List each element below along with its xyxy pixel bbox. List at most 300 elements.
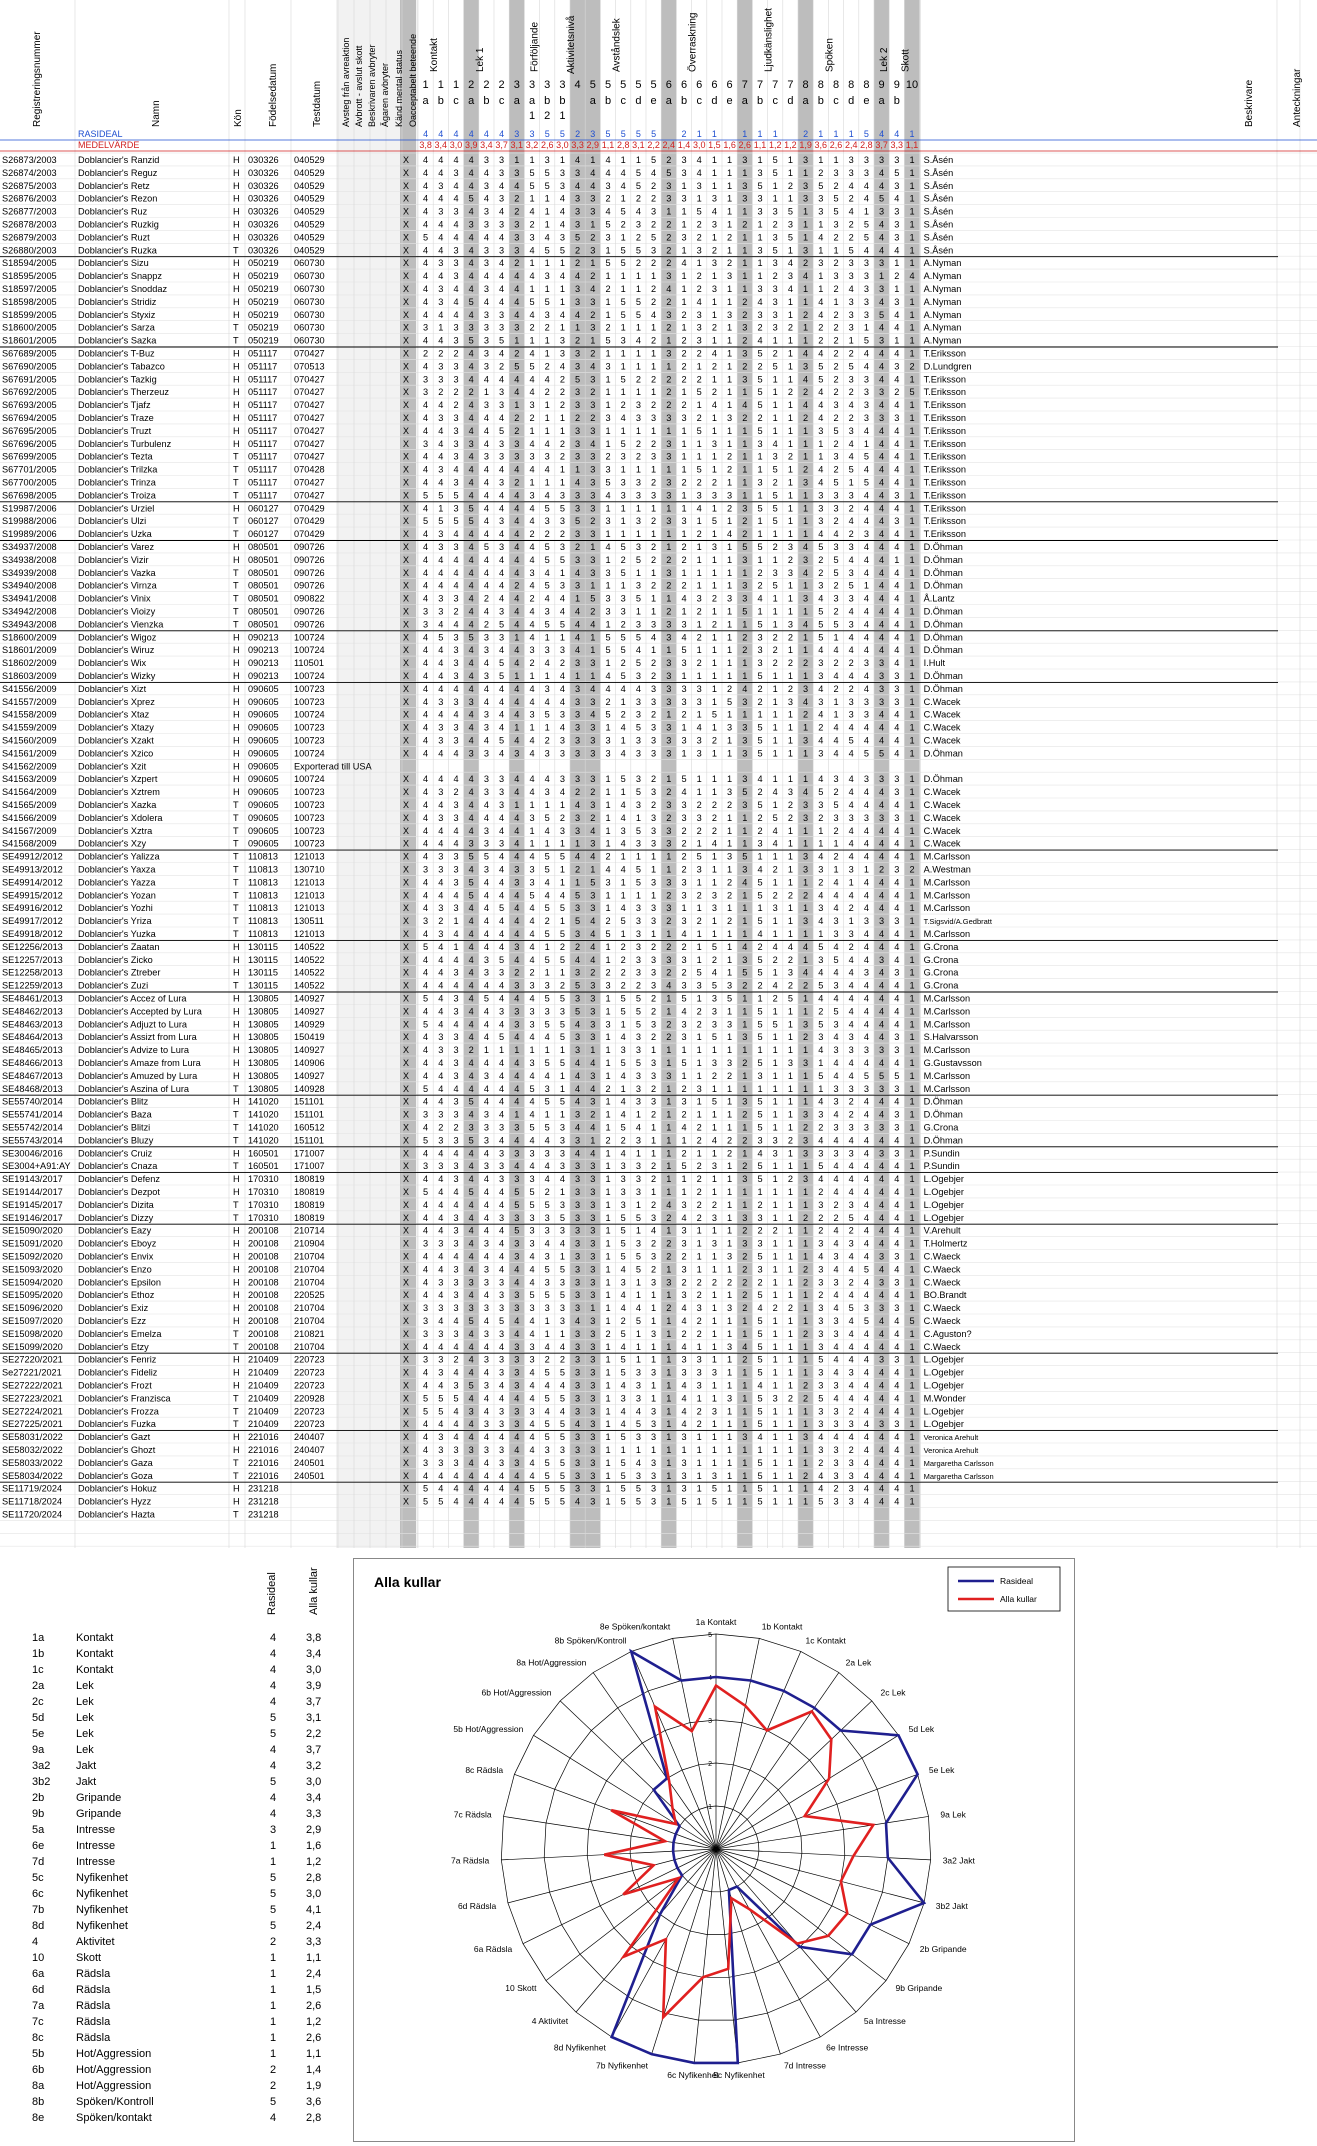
beskrivare-name: C.Wacek [924, 813, 961, 823]
sex: H [233, 1381, 240, 1391]
score-cell: 1 [636, 349, 641, 359]
score-cell: 4 [453, 1497, 458, 1507]
reg-number: SE19146/2017 [2, 1213, 63, 1223]
radar-axis-label: 2a Lek [846, 1658, 872, 1668]
score-cell: 1 [621, 736, 626, 746]
score-cell: 1 [727, 1110, 732, 1120]
birth-date: 090605 [248, 736, 279, 746]
summary-rasideal: 5 [270, 1712, 276, 1724]
score-cell: 3 [484, 181, 489, 191]
score-cell: 1 [712, 568, 717, 578]
birth-date: 050219 [248, 258, 279, 268]
score-cell: 4 [423, 361, 428, 371]
score-cell: 1 [909, 1303, 914, 1313]
score-cell: 4 [879, 220, 884, 230]
score-cell: 5 [818, 1019, 823, 1029]
score-cell: 5 [545, 1458, 550, 1468]
summary-code: 6e [32, 1840, 44, 1852]
table-row [2, 1406, 964, 1416]
test-date: 070427 [294, 439, 325, 449]
dog-name: Doblancier's Zaatan [78, 942, 159, 952]
reg-number: S26873/2003 [2, 155, 57, 165]
score-cell: 4 [453, 310, 458, 320]
radar-spoke [716, 1816, 929, 1849]
score-cell: 3 [605, 736, 610, 746]
score-cell: 2 [757, 813, 762, 823]
score-cell: 1 [909, 1497, 914, 1507]
column-letter: c [833, 95, 839, 107]
score-cell: 5 [757, 1123, 762, 1133]
birth-date: 080501 [248, 555, 279, 565]
oaccept-mark: X [403, 981, 409, 991]
score-cell: 3 [636, 671, 641, 681]
score-cell: 4 [469, 1239, 474, 1249]
score-cell: 4 [590, 916, 595, 926]
score-cell: 1 [742, 1445, 747, 1455]
score-cell: 2 [833, 258, 838, 268]
score-cell: 3 [849, 568, 854, 578]
score-cell: 1 [742, 439, 747, 449]
test-date: 100724 [294, 748, 325, 758]
score-cell: 1 [757, 1187, 762, 1197]
score-cell: 1 [712, 452, 717, 462]
score-cell: 2 [651, 942, 656, 952]
score-cell: 3 [453, 1174, 458, 1184]
score-cell: 1 [773, 968, 778, 978]
oaccept-mark: X [403, 1045, 409, 1055]
score-cell: 4 [423, 465, 428, 475]
summary-trait: Nyfikenhet [76, 1872, 128, 1884]
score-cell: 1 [864, 581, 869, 591]
score-cell: 2 [773, 349, 778, 359]
radar-axis-label: 6d Rädsla [458, 1901, 497, 1911]
score-cell: 2 [757, 323, 762, 333]
score-cell: 3 [590, 1497, 595, 1507]
oaccept-mark: X [403, 594, 409, 604]
score-cell: 1 [621, 349, 626, 359]
score-cell: 4 [849, 632, 854, 642]
reg-number: S18600/2005 [2, 323, 57, 333]
beskrivare-name: L.Ogebjer [924, 1381, 964, 1391]
oaccept-mark: X [403, 1355, 409, 1365]
score-cell: 4 [529, 1316, 534, 1326]
score-cell: 4 [499, 555, 504, 565]
score-cell: 1 [651, 1316, 656, 1326]
table-row [2, 1445, 979, 1455]
score-cell: 3 [849, 297, 854, 307]
score-cell: 1 [773, 736, 778, 746]
score-cell: 1 [560, 478, 565, 488]
birth-date: 090605 [248, 697, 279, 707]
score-cell: 2 [818, 1213, 823, 1223]
score-cell: 1 [697, 1432, 702, 1442]
score-cell: 3 [833, 1123, 838, 1133]
score-cell: 3 [666, 194, 671, 204]
table-row [2, 981, 959, 991]
score-cell: 1 [757, 1445, 762, 1455]
score-cell: 4 [894, 710, 899, 720]
score-cell: 4 [514, 1058, 519, 1068]
score-cell: 3 [818, 1110, 823, 1120]
score-cell: 5 [681, 645, 686, 655]
summary-rasideal: 2 [270, 2064, 276, 2076]
score-cell: 2 [712, 594, 717, 604]
score-cell: 5 [499, 671, 504, 681]
birth-date: 030326 [248, 168, 279, 178]
score-cell: 1 [742, 1484, 747, 1494]
score-cell: 1 [560, 1329, 565, 1339]
sex: T [233, 929, 239, 939]
score-cell: 2 [651, 297, 656, 307]
dog-name: Doblancier's Yuzka [78, 929, 157, 939]
score-cell: 1 [909, 1058, 914, 1068]
score-cell: 3 [438, 1277, 443, 1287]
score-cell: 1 [909, 568, 914, 578]
oaccept-mark: X [403, 607, 409, 617]
score-cell: 1 [909, 1161, 914, 1171]
score-cell: 4 [864, 645, 869, 655]
score-cell: 5 [757, 1368, 762, 1378]
score-cell: 4 [818, 400, 823, 410]
score-cell: 4 [514, 542, 519, 552]
score-cell: 5 [575, 981, 580, 991]
oaccept-mark: X [403, 1368, 409, 1378]
dog-name: Doblancier's Dizzy [78, 1213, 154, 1223]
score-cell: 3 [438, 1329, 443, 1339]
score-cell: 2 [651, 1006, 656, 1016]
score-cell: 1 [788, 1406, 793, 1416]
summary-rasideal: 5 [270, 1728, 276, 1740]
score-cell: 2 [590, 1110, 595, 1120]
sex: H [233, 942, 240, 952]
score-cell: 3 [575, 207, 580, 217]
score-cell: 3 [742, 323, 747, 333]
score-cell: 3 [681, 1432, 686, 1442]
score-cell: 1 [773, 1277, 778, 1287]
summary-alla: 1,2 [306, 2016, 321, 2028]
table-row [2, 568, 963, 578]
score-cell: 1 [712, 877, 717, 887]
beskrivare-name: C.Wacek [924, 736, 961, 746]
score-cell: 3 [514, 439, 519, 449]
score-cell: 3 [590, 297, 595, 307]
score-cell: 3 [849, 155, 854, 165]
score-cell: 3 [621, 1161, 626, 1171]
beskrivare-name: M.Carlsson [924, 1084, 970, 1094]
score-cell: 4 [438, 220, 443, 230]
score-cell: 1 [742, 271, 747, 281]
score-cell: 1 [621, 877, 626, 887]
summary-trait: Rädsla [76, 1984, 110, 1996]
score-cell: 2 [605, 284, 610, 294]
oaccept-mark: X [403, 207, 409, 217]
score-cell: 4 [469, 374, 474, 384]
score-cell: 4 [423, 1226, 428, 1236]
score-cell: 4 [423, 1290, 428, 1300]
score-cell: 4 [499, 1058, 504, 1068]
score-cell: 1 [788, 1497, 793, 1507]
score-cell: 4 [894, 465, 899, 475]
score-cell: 3 [849, 168, 854, 178]
score-cell: 5 [545, 542, 550, 552]
score-cell: 1 [605, 297, 610, 307]
score-cell: 2 [438, 1123, 443, 1133]
score-cell: 1 [651, 852, 656, 862]
score-cell: 4 [469, 478, 474, 488]
score-cell: 1 [545, 194, 550, 204]
score-cell: 5 [818, 1497, 823, 1507]
score-cell: 4 [894, 1381, 899, 1391]
score-cell: 4 [894, 1458, 899, 1468]
score-cell: 4 [575, 1058, 580, 1068]
score-cell: 4 [469, 529, 474, 539]
sex: H [233, 671, 240, 681]
score-cell: 3 [545, 684, 550, 694]
score-cell: 5 [757, 542, 762, 552]
reg-number: SE49918/2012 [2, 929, 63, 939]
score-cell: 3 [818, 1381, 823, 1391]
score-cell: 4 [879, 968, 884, 978]
score-cell: 4 [849, 1329, 854, 1339]
oaccept-mark: X [403, 258, 409, 268]
score-cell: 1 [727, 155, 732, 165]
score-cell: 1 [697, 955, 702, 965]
beskrivare-name: D.Öhman [924, 1110, 963, 1120]
score-cell: 4 [560, 310, 565, 320]
score-cell: 1 [909, 1406, 914, 1416]
dog-name: Doblancier's Vienzka [78, 619, 164, 629]
score-cell: 3 [803, 1110, 808, 1120]
score-cell: 1 [651, 1290, 656, 1300]
birth-date: 090213 [248, 632, 279, 642]
test-date: 100723 [294, 723, 325, 733]
score-cell: 3 [697, 594, 702, 604]
score-cell: 4 [453, 1148, 458, 1158]
score-cell: 1 [697, 452, 702, 462]
score-cell: 1 [909, 155, 914, 165]
score-cell: 4 [575, 619, 580, 629]
score-cell: 3 [666, 478, 671, 488]
score-cell: 3 [453, 903, 458, 913]
score-cell: 4 [423, 671, 428, 681]
score-cell: 4 [864, 555, 869, 565]
score-cell: 1 [712, 465, 717, 475]
score-cell: 4 [621, 865, 626, 875]
score-cell: 1 [788, 245, 793, 255]
oaccept-mark: X [403, 1123, 409, 1133]
score-cell: 3 [636, 1393, 641, 1403]
test-date: 100723 [294, 697, 325, 707]
score-cell: 1 [681, 452, 686, 462]
score-cell: 5 [833, 426, 838, 436]
score-cell: 4 [803, 349, 808, 359]
score-cell: 4 [590, 168, 595, 178]
table-row [2, 542, 963, 552]
score-cell: 1 [909, 632, 914, 642]
rasideal-value: 2 [575, 129, 580, 139]
score-cell: 5 [757, 955, 762, 965]
score-cell: 1 [773, 1316, 778, 1326]
score-cell: 4 [484, 1213, 489, 1223]
oaccept-mark: X [403, 1058, 409, 1068]
medelvarde-value: 1,1 [602, 140, 615, 150]
score-cell: 1 [605, 903, 610, 913]
score-cell: 1 [666, 465, 671, 475]
score-cell: 4 [864, 594, 869, 604]
score-cell: 3 [666, 310, 671, 320]
score-cell: 1 [773, 1329, 778, 1339]
score-cell: 5 [605, 220, 610, 230]
score-cell: 1 [636, 1226, 641, 1236]
sex: H [233, 994, 240, 1004]
score-cell: 2 [697, 1161, 702, 1171]
score-cell: 4 [833, 1342, 838, 1352]
score-cell: 1 [909, 968, 914, 978]
score-cell: 1 [727, 1406, 732, 1416]
score-cell: 4 [484, 426, 489, 436]
score-cell: 1 [697, 1045, 702, 1055]
score-cell: 1 [773, 194, 778, 204]
score-cell: 2 [545, 1187, 550, 1197]
score-cell: 5 [773, 465, 778, 475]
score-cell: 3 [849, 1419, 854, 1429]
reg-number: SE58032/2022 [2, 1445, 63, 1455]
score-cell: 1 [909, 245, 914, 255]
score-cell: 4 [818, 297, 823, 307]
score-cell: 3 [849, 865, 854, 875]
score-cell: 1 [560, 258, 565, 268]
score-cell: 3 [621, 1174, 626, 1184]
dog-name: Doblancier's Vazka [78, 568, 157, 578]
score-cell: 3 [636, 542, 641, 552]
score-cell: 2 [666, 387, 671, 397]
score-cell: 3 [529, 1174, 534, 1184]
score-cell: 5 [438, 1497, 443, 1507]
score-cell: 3 [636, 1381, 641, 1391]
score-cell: 4 [849, 452, 854, 462]
score-cell: 1 [651, 568, 656, 578]
score-cell: 1 [605, 1071, 610, 1081]
birth-date: 200108 [248, 1329, 279, 1339]
score-cell: 4 [560, 271, 565, 281]
score-cell: 5 [894, 1071, 899, 1081]
header-kand-mental-status: Känd mental status [394, 49, 404, 127]
score-cell: 3 [803, 865, 808, 875]
oaccept-mark: X [403, 1226, 409, 1236]
score-cell: 5 [909, 387, 914, 397]
score-cell: 1 [651, 1355, 656, 1365]
score-cell: 4 [484, 929, 489, 939]
table-row [2, 748, 963, 758]
score-cell: 1 [909, 852, 914, 862]
score-cell: 4 [499, 929, 504, 939]
score-cell: 1 [681, 607, 686, 617]
score-cell: 4 [469, 1393, 474, 1403]
score-cell: 1 [909, 516, 914, 526]
score-cell: 3 [499, 774, 504, 784]
score-cell: 1 [590, 258, 595, 268]
score-cell: 2 [438, 387, 443, 397]
score-cell: 3 [514, 1419, 519, 1429]
column-number: 6 [711, 79, 717, 91]
score-cell: 1 [773, 1174, 778, 1184]
dog-name: Doblancier's Varez [78, 542, 155, 552]
reg-number: SE27220/2021 [2, 1355, 63, 1365]
score-cell: 3 [453, 968, 458, 978]
score-cell: 3 [818, 207, 823, 217]
summary-code: 8d [32, 1920, 44, 1932]
score-cell: 2 [438, 349, 443, 359]
dog-name: Doblancier's Yaxza [78, 865, 156, 875]
score-cell: 3 [438, 207, 443, 217]
test-date: 090822 [294, 594, 325, 604]
score-cell: 4 [894, 800, 899, 810]
score-cell: 1 [605, 1303, 610, 1313]
score-cell: 3 [651, 748, 656, 758]
beskrivare-name: A.Nyman [924, 258, 962, 268]
score-cell: 4 [894, 194, 899, 204]
score-cell: 1 [727, 1213, 732, 1223]
score-cell: 1 [545, 258, 550, 268]
score-cell: 4 [438, 890, 443, 900]
chart-title: Alla kullar [374, 1574, 441, 1590]
score-cell: 1 [742, 1316, 747, 1326]
score-cell: 1 [605, 1110, 610, 1120]
score-cell: 1 [742, 452, 747, 462]
score-cell: 3 [575, 452, 580, 462]
score-cell: 1 [803, 490, 808, 500]
score-cell: 2 [788, 1393, 793, 1403]
summary-alla: 2,2 [306, 1728, 321, 1740]
test-date: 140522 [294, 942, 325, 952]
score-cell: 4 [864, 503, 869, 513]
score-cell: 1 [757, 994, 762, 1004]
score-cell: 4 [864, 1174, 869, 1184]
score-cell: 4 [864, 1381, 869, 1391]
score-cell: 2 [605, 452, 610, 462]
dog-name: Doblancier's Fuzka [78, 1419, 157, 1429]
score-cell: 4 [773, 942, 778, 952]
score-cell: 3 [849, 594, 854, 604]
score-cell: 4 [864, 607, 869, 617]
score-cell: 1 [621, 581, 626, 591]
score-cell: 1 [742, 1368, 747, 1378]
rasideal-value: 5 [636, 129, 641, 139]
score-cell: 4 [879, 1174, 884, 1184]
sex: H [233, 1058, 240, 1068]
score-cell: 3 [575, 1458, 580, 1468]
beskrivare-name: T.Eriksson [924, 439, 966, 449]
summary-alla: 3,4 [306, 1648, 321, 1660]
score-cell: 4 [529, 787, 534, 797]
score-cell: 4 [453, 1432, 458, 1442]
score-cell: 4 [894, 542, 899, 552]
score-cell: 4 [681, 258, 686, 268]
score-cell: 4 [894, 1406, 899, 1416]
score-cell: 1 [712, 723, 717, 733]
score-cell: 3 [438, 607, 443, 617]
score-cell: 3 [636, 1161, 641, 1171]
score-cell: 3 [453, 1071, 458, 1081]
score-cell: 4 [575, 1497, 580, 1507]
score-cell: 4 [651, 168, 656, 178]
score-cell: 1 [621, 1019, 626, 1029]
score-cell: 2 [666, 787, 671, 797]
score-cell: 3 [636, 1368, 641, 1378]
score-cell: 1 [773, 877, 778, 887]
test-date: 140927 [294, 1071, 325, 1081]
score-cell: 3 [590, 981, 595, 991]
